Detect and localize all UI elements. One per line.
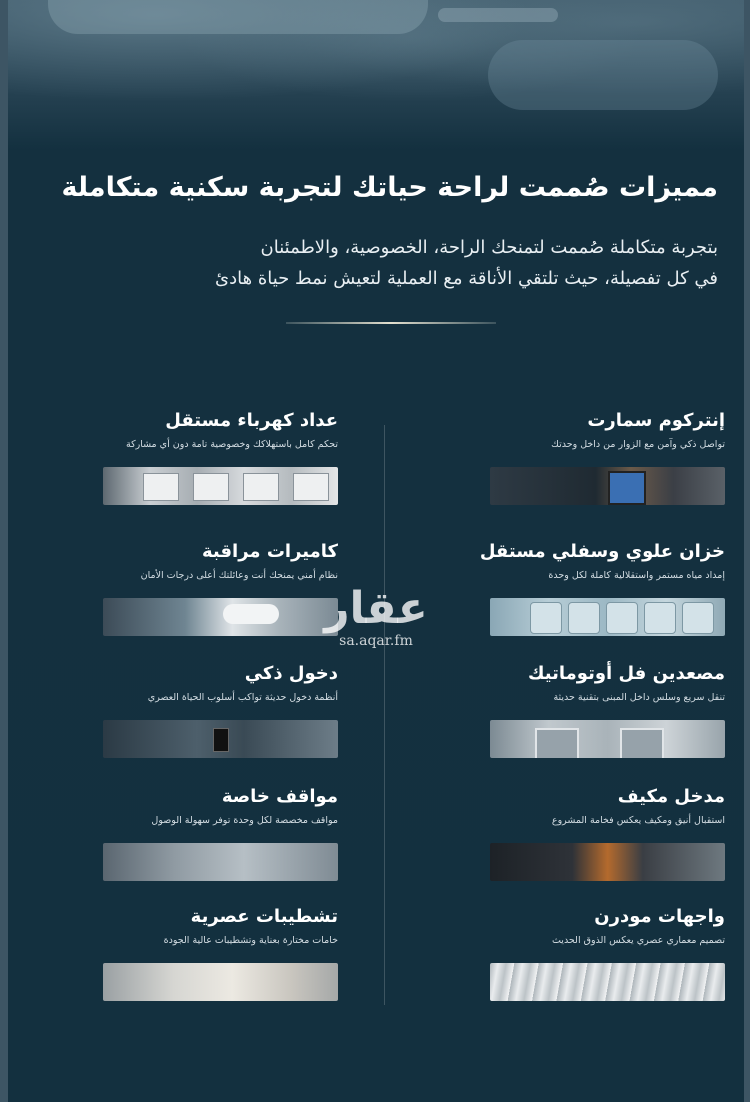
lobby-photo-icon	[490, 843, 725, 881]
feature-name: إنتركوم سمارت	[587, 410, 725, 431]
feature-description: مواقف مخصصة لكل وحدة توفر سهولة الوصول	[151, 815, 338, 826]
intro-line-2: في كل تفصيلة، حيث تلتقي الأناقة مع العملية لتعيش نمط حياة هادئ	[215, 268, 718, 289]
feature-smart-entry	[98, 663, 338, 763]
feature-name: عداد كهرباء مستقل	[165, 410, 338, 431]
intro-text	[28, 232, 718, 294]
feature-name: دخول ذكي	[244, 663, 338, 684]
feature-description: خامات مختارة بعناية وتشطيبات عالية الجودة	[163, 935, 338, 946]
feature-name: واجهات مودرن	[594, 906, 725, 927]
intercom-photo-icon	[490, 467, 725, 505]
interior-photo-icon	[103, 963, 338, 1001]
feature-name: مواقف خاصة	[221, 786, 338, 807]
feature-name: خزان علوي وسفلي مستقل	[479, 541, 725, 562]
feature-description: تحكم كامل باستهلاكك وخصوصية تامة دون أي مشاركة	[125, 439, 338, 450]
feature-elevators	[485, 663, 725, 763]
feature-description: تواصل ذكي وآمن مع الزوار من داخل وحدتك	[551, 439, 725, 450]
feature-name: تشطيبات عصرية	[190, 906, 338, 927]
right-border	[744, 0, 750, 1102]
feature-modern-facades	[485, 906, 725, 1006]
aqar-watermark	[320, 585, 432, 655]
feature-electric-meter	[98, 410, 338, 510]
feature-smart-intercom	[485, 410, 725, 510]
feature-description: تنقل سريع وسلس داخل المبنى بتقنية حديثة	[553, 692, 725, 703]
feature-air-conditioned-entrance	[485, 786, 725, 886]
parking-photo-icon	[103, 843, 338, 881]
feature-name: مدخل مكيف	[617, 786, 725, 807]
feature-description: تصميم معماري عصري يعكس الذوق الحديث	[551, 935, 725, 946]
feature-modern-finishes	[98, 906, 338, 1006]
tank-photo-icon	[490, 598, 725, 636]
meter-photo-icon	[103, 467, 338, 505]
feature-description: إمداد مياه مستمر واستقلالية كاملة لكل وحدة	[548, 570, 725, 581]
feature-water-tank	[479, 541, 725, 641]
title-divider	[286, 322, 496, 324]
feature-name: مصعدين فل أوتوماتيك	[528, 663, 725, 684]
smart-lock-photo-icon	[103, 720, 338, 758]
intro-line-1: بتجربة متكاملة صُممت لتمنحك الراحة، الخصوصية، والاطمئنان	[260, 237, 718, 258]
elevator-photo-icon	[490, 720, 725, 758]
watermark-site: sa.aqar.fm	[339, 633, 413, 649]
hero-table-shape	[438, 8, 558, 22]
feature-description: أنظمة دخول حديثة تواكب أسلوب الحياة العصري	[147, 692, 338, 703]
column-divider	[384, 425, 385, 1005]
camera-photo-icon	[103, 598, 338, 636]
feature-description: نظام أمني يمنحك أنت وعائلتك أعلى درجات الأمان	[140, 570, 338, 581]
page-title: مميزات صُممت لراحة حياتك لتجربة سكنية متكاملة	[61, 172, 718, 203]
feature-private-parking	[98, 786, 338, 886]
watermark-logo: عقار	[324, 583, 428, 634]
feature-cameras	[98, 541, 338, 641]
hero-furniture-shape	[48, 0, 428, 34]
hero-chair-shape	[488, 40, 718, 110]
left-border	[0, 0, 8, 1102]
feature-description: استقبال أنيق ومكيف يعكس فخامة المشروع	[551, 815, 725, 826]
feature-name: كاميرات مراقبة	[201, 541, 338, 562]
hero-photo	[8, 0, 744, 150]
facade-photo-icon	[490, 963, 725, 1001]
